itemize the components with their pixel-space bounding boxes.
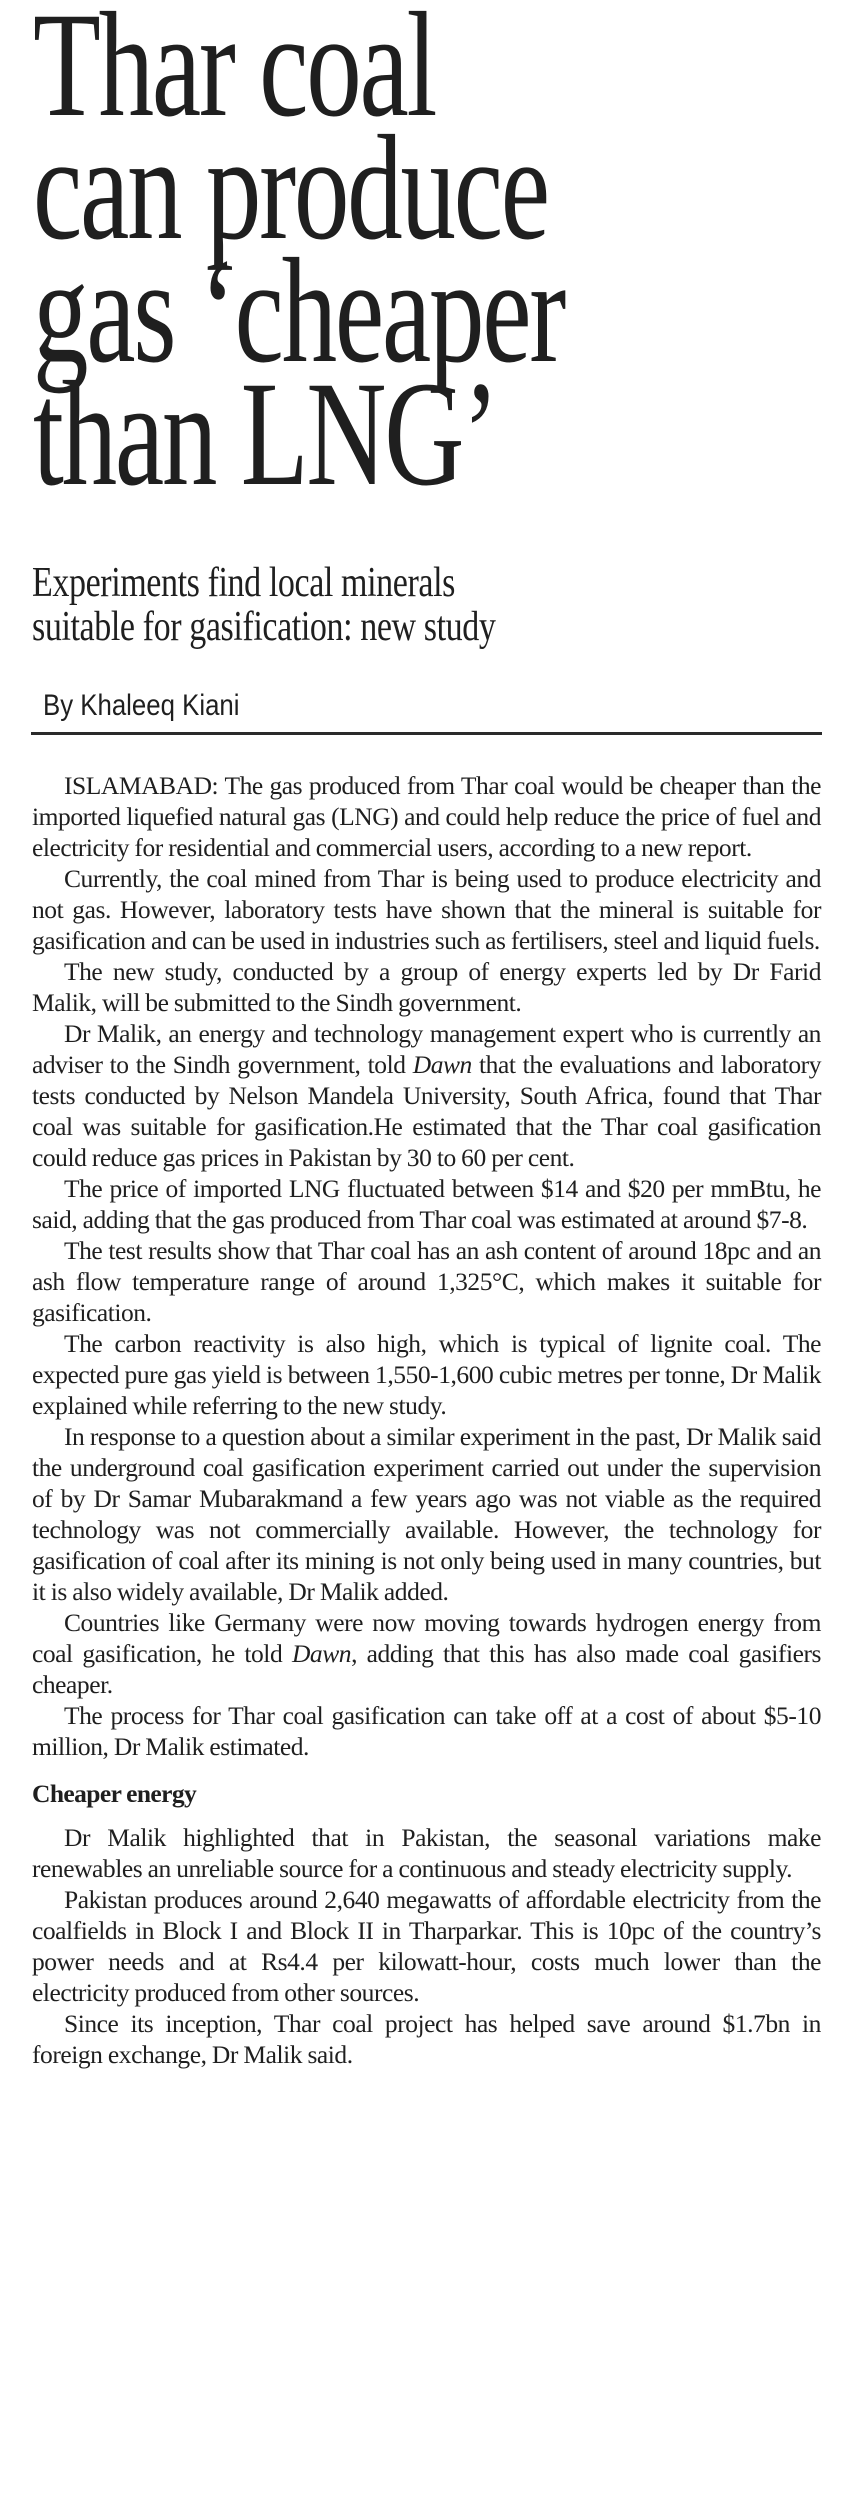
publication-name: Dawn: [291, 1639, 352, 1668]
paragraph: Since its inception, Thar coal project has helped save around $1.7bn in foreign exchange, Dr Malik said.: [32, 2009, 821, 2069]
deck-subheadline: [32, 561, 842, 649]
byline-divider: [31, 732, 822, 735]
headline-line: than LNG’: [33, 351, 497, 517]
paragraph: [32, 1018, 821, 1173]
paragraph: ISLAMABAD: The gas produced from Thar coal would be cheaper than the imported liquefied natural gas (LNG) and could help reduce the price of fuel and electricity for residential and commercial users, according to a new report.: [32, 771, 821, 862]
paragraph: The process for Thar coal gasification can take off at a cost of about $5-10 million, Dr Malik estimated.: [32, 1701, 821, 1761]
paragraph: The carbon reactivity is also high, which is typical of lignite coal. The expected pure gas yield is between 1,550-1,600 cubic metres per tonne, Dr Malik explained while referring to the new study.: [32, 1329, 821, 1420]
paragraph: Pakistan produces around 2,640 megawatts of affordable electricity from the coalfields in Block I and Block II in Tharparkar. This is 10pc of the country’s power needs and at Rs4.4 per kilowatt-hour, costs much lower than the electricity produced from other sources.: [32, 1885, 821, 2007]
paragraph: In response to a question about a similar experiment in the past, Dr Malik said the underground coal gasification experiment carried out under the supervision of by Dr Samar Mubarakmand a few years ago was not viable as the required technology was not commercially available. However, the technology for gasification of coal after its mining is not only being used in many countries, but it is also widely available, Dr Malik added.: [32, 1422, 821, 1606]
paragraph: [32, 1607, 821, 1700]
paragraph-text: that the evaluations and laboratory tests conducted by Nelson Mandela University, South Africa, found that Thar coal was suitable for gasification.He estimated that the Thar coal gasification could reduce gas prices in Pakistan by 30 to 60 per cent.: [32, 1050, 821, 1172]
paragraph: The test results show that Thar coal has an ash content of around 18pc and an ash flow temperature range of around 1,325°C, which makes it suitable for gasification.: [32, 1236, 821, 1327]
paragraph: The new study, conducted by a group of energy experts led by Dr Farid Malik, will be submitted to the Sindh government.: [32, 957, 821, 1017]
headline-line: can produce: [33, 105, 548, 271]
deck-line: suitable for gasification: new study: [32, 604, 496, 650]
article-body: [32, 770, 821, 2070]
paragraph: Currently, the coal mined from Thar is being used to produce electricity and not gas. However, laboratory tests have shown that the mineral is suitable for gasification and can be used in industries such as fertilisers, steel and liquid fuels.: [32, 864, 821, 955]
deck-line: Experiments find local minerals: [32, 560, 455, 606]
headline-line: gas ‘cheaper: [33, 228, 565, 394]
publication-name: Dawn: [412, 1050, 472, 1079]
paragraph-text: , adding that this has also made coal gasifiers cheaper.: [32, 1639, 821, 1699]
paragraph: Dr Malik highlighted that in Pakistan, the seasonal variations make renewables an unreliable source for a continuous and steady electricity supply.: [32, 1823, 821, 1883]
paragraph: The price of imported LNG fluctuated between $14 and $20 per mmBtu, he said, adding that the gas produced from Thar coal was estimated at around $7-8.: [32, 1174, 821, 1234]
paragraph-text: Dr Malik, an energy and technology management expert who is currently an adviser to the Sindh government, told: [32, 1019, 821, 1079]
headline: [33, 0, 843, 517]
byline: By Khaleeq Kiani: [43, 689, 240, 722]
section-subhead: Cheaper energy: [32, 1779, 197, 1808]
headline-line: Thar coal: [33, 0, 436, 148]
paragraph-text: Countries like Germany were now moving towards hydrogen energy from coal gasification, he told: [32, 1608, 821, 1668]
